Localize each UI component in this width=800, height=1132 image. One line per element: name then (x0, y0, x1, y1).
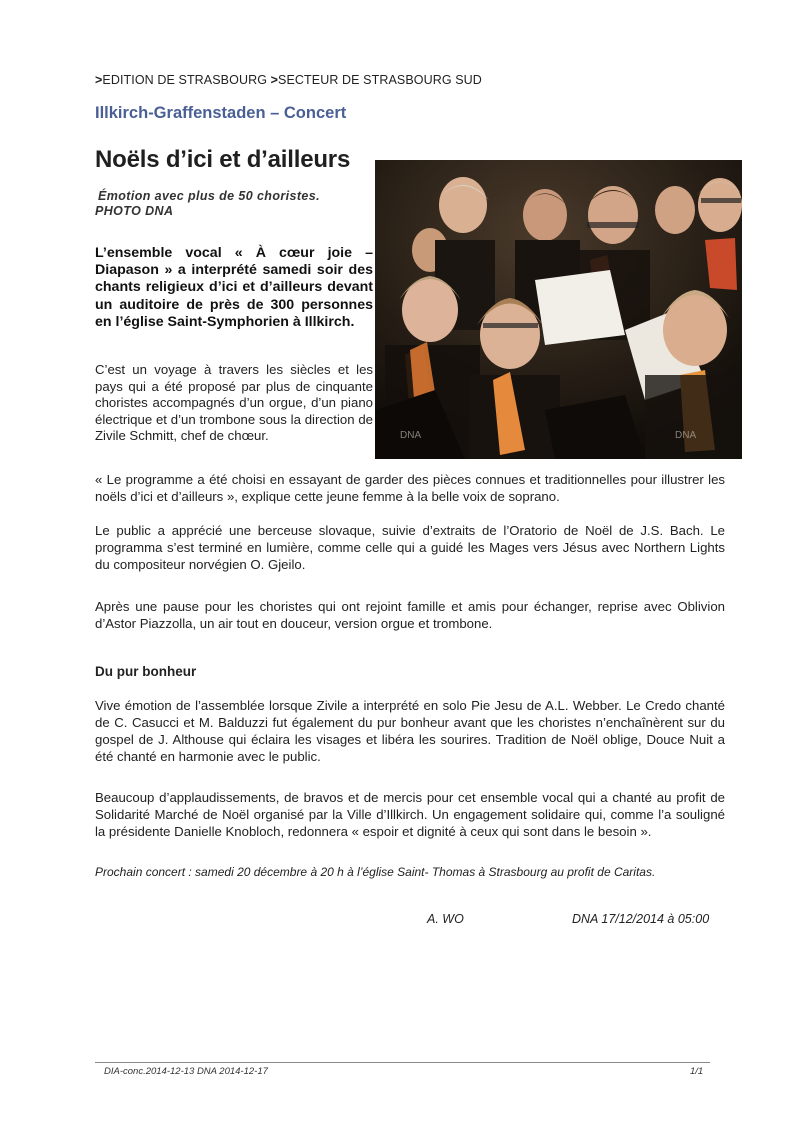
paragraph-5: Beaucoup d’applaudissements, de bravos et de mercis pour cet ensemble vocal qui a chanté au profit de Solidarité Marché de Noël organisé par la Ville d’Illkirch. Un engagement solidaire qui, comme l’a souligné la présidente Danielle Knobloch, redonnera « espoir et dignité à ceux qui sont dans le besoin ». (95, 790, 725, 839)
article-title: Noëls d’ici et d’ailleurs (95, 146, 351, 173)
breadcrumb (95, 73, 482, 87)
paragraph-1: « Le programme a été choisi en essayant de garder des pièces connues et traditionnelles pour illustrer les noëls d’ici et d’ailleurs », explique cette jeune femme à la belle voix de soprano. (95, 472, 725, 504)
breadcrumb-separator: > (270, 73, 279, 87)
breadcrumb-separator: > (95, 73, 103, 87)
choir-photo-icon (375, 160, 742, 459)
footer-divider (95, 1062, 710, 1063)
breadcrumb-secteur[interactable]: SECTEUR DE STRASBOURG SUD (278, 73, 482, 87)
article-lead: L’ensemble vocal « À cœur joie – Diapason » a interprété samedi soir des chants religieux d’ici et d’ailleurs devant un auditoire de près de 300 personnes en l’église Saint-Symphorien à Illkirch. (95, 245, 373, 330)
author-signature: A. WO (427, 912, 464, 926)
next-concert-note: Prochain concert : samedi 20 décembre à 20 h à l’église Saint- Thomas à Strasbourg au profit de Caritas. (95, 865, 656, 879)
paragraph-2: Le public a apprécié une berceuse slovaque, suivie d’extraits de l’Oratorio de Noël de J.S. Bach. Le programma s’est terminé en lumière, comme celle qui a guidé les Mages vers Jésus avec Northern Lights du compositeur norvégien O. Gjeilo. (95, 523, 725, 572)
watermark-right: DNA (675, 430, 697, 441)
caption-credit: PHOTO DNA (95, 204, 174, 218)
section-heading: Illkirch-Graffenstaden – Concert (95, 104, 347, 122)
paragraph-3: Après une pause pour les choristes qui ont rejoint famille et amis pour échanger, reprise avec Oblivion d’Astor Piazzolla, un air tout en douceur, version orgue et trombone. (95, 599, 725, 631)
publication-date: DNA 17/12/2014 à 05:00 (572, 912, 710, 926)
intro-paragraph: C’est un voyage à travers les siècles et les pays qui a été proposé par plus de cinquante choristes accompagnés d’un orgue, d’un piano électrique et d’un trombone sous la direction de Zivile Schmitt, chef de chœur. (95, 362, 373, 444)
paragraph-4: Vive émotion de l’assemblée lorsque Zivile a interprété en solo Pie Jesu de A.L. Webber. Le Credo chanté de C. Casucci et M. Balduzzi fut également du pur bonheur avant que les choristes n’enchaînèrent sur du gospel de J. Althouse qui éclaira les visages et libéra les sourires. Tradition de Noël oblige, Douce Nuit a été chanté en harmonie avec le public. (95, 698, 725, 764)
watermark-left: DNA (400, 430, 422, 441)
breadcrumb-edition[interactable]: EDITION DE STRASBOURG (102, 73, 268, 87)
page-number: 1/1 (690, 1066, 704, 1077)
footer-reference: DIA-conc.2014-12-13 DNA 2014-12-17 (104, 1066, 268, 1077)
subheading: Du pur bonheur (95, 664, 197, 679)
caption-text: Émotion avec plus de 50 choristes. (98, 189, 321, 203)
photo-caption (95, 189, 370, 219)
choir-photo (375, 160, 742, 459)
